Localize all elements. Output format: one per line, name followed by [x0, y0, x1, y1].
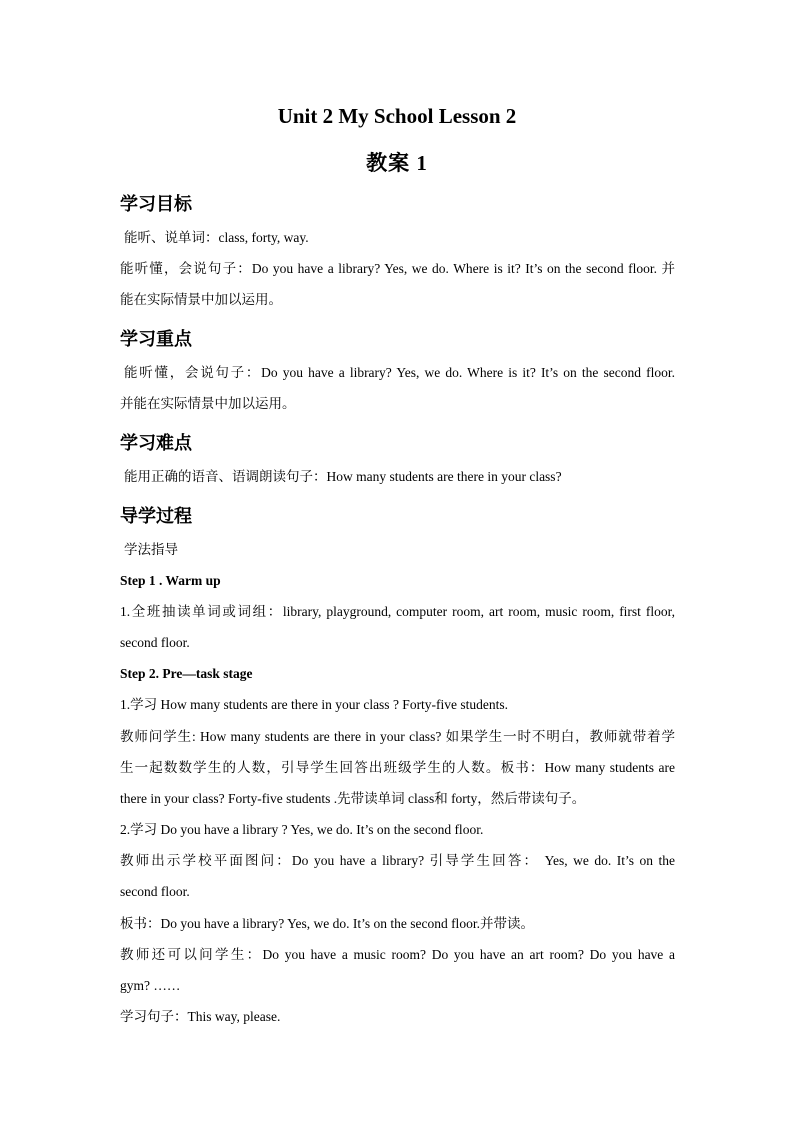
process-line: 教师问学生: How many students are there in your class? 如果学生一时不明白，教师就带着学	[120, 729, 675, 744]
process-line: 板书：Do you have a library? Yes, we do. It’s on the second floor.并带读。	[120, 916, 534, 931]
process-line: 学习句子：This way, please.	[120, 1009, 281, 1024]
key-points-line: 并能在实际情景中加以运用。	[120, 396, 296, 411]
step-heading: Step 1 . Warm up	[120, 573, 221, 588]
process-line: gym? ……	[120, 978, 181, 993]
section-heading-difficulties: 学习难点	[120, 433, 192, 454]
section-heading-key-points: 学习重点	[120, 329, 192, 350]
process-line: 教师出示学校平面图问：Do you have a library? 引导学生回答： Yes, we do. It’s on the	[120, 853, 675, 868]
process-line: 2.学习 Do you have a library ? Yes, we do. It’s on the second floor.	[120, 822, 484, 837]
key-points-line: 能听懂，会说句子：Do you have a library? Yes, we do. Where is it? It’s on the second floor.	[124, 365, 675, 380]
section-heading-objectives: 学习目标	[120, 194, 192, 215]
process-line: second floor.	[120, 884, 190, 899]
process-line: second floor.	[120, 635, 190, 650]
objectives-line: 能听懂，会说句子：Do you have a library? Yes, we do. Where is it? It’s on the second floor. 并	[120, 261, 675, 276]
process-line: 学法指导	[124, 542, 178, 557]
objectives-line: 能在实际情景中加以运用。	[120, 292, 282, 307]
document-subtitle: 教案 1	[366, 151, 428, 175]
process-line: 教师还可以问学生：Do you have a music room? Do you have an art room? Do you have a	[120, 947, 675, 962]
process-line: 生一起数数学生的人数，引导学生回答出班级学生的人数。板书：How many students are	[120, 760, 675, 775]
process-line: 1.学习 How many students are there in your class ? Forty-five students.	[120, 697, 509, 712]
section-heading-process: 导学过程	[120, 506, 192, 527]
document-title: Unit 2 My School Lesson 2	[277, 104, 517, 128]
process-line: there in your class? Forty-five students .先带读单词 class和 forty，然后带读句子。	[120, 791, 586, 806]
objectives-line: 能听、说单词：class, forty, way.	[124, 230, 309, 245]
step-heading: Step 2. Pre—task stage	[120, 666, 253, 681]
process-line: 1.全班抽读单词或词组：library, playground, computer room, art room, music room, first floor,	[120, 604, 675, 619]
difficulties-line: 能用正确的语音、语调朗读句子：How many students are there in your class?	[124, 469, 562, 484]
